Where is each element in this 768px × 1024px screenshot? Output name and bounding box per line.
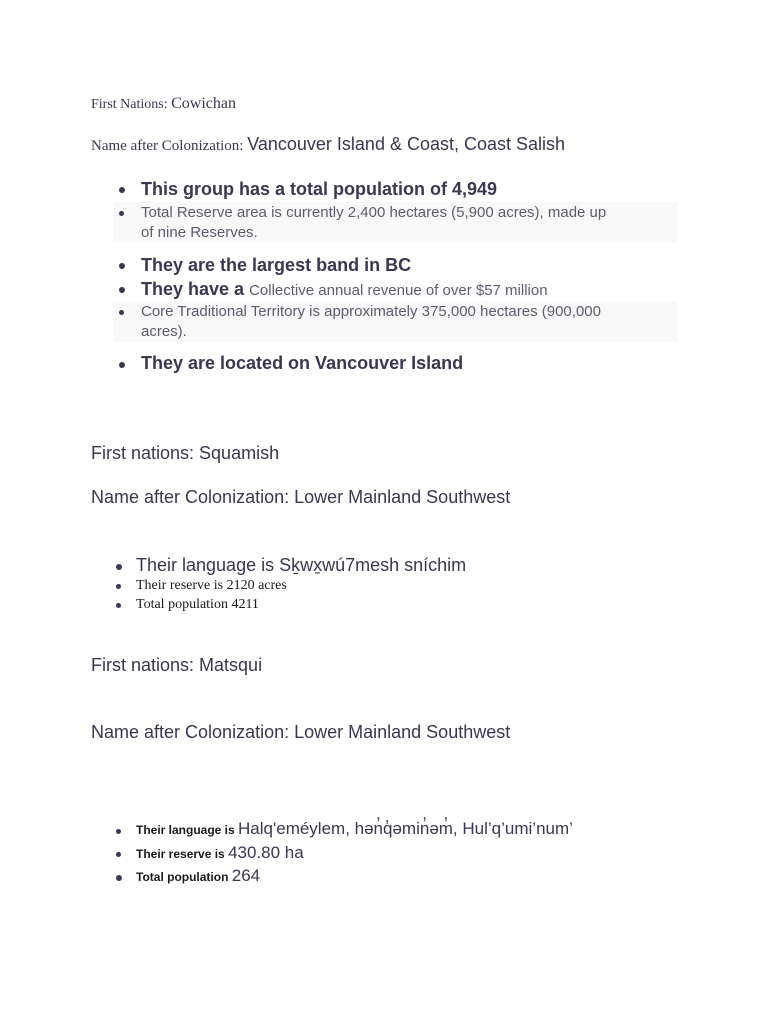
squamish-first-nations-line: First nations: Squamish (91, 443, 280, 463)
matsqui-bullet-reserve (136, 843, 304, 863)
name-after-label: Name after Colonization: (91, 138, 248, 154)
cowichan-bullet-population: This group has a total population of 4,949 (141, 179, 498, 199)
bullet-dot (119, 287, 125, 293)
matsqui-name-after-line: Name after Colonization: Lower Mainland Southwest (91, 722, 511, 742)
matsqui-bullet-population (136, 866, 260, 886)
cowichan-bullet-territory-line2: acres). (141, 323, 187, 340)
population-prefix: Total population (136, 870, 232, 884)
reserve-value: 430.80 ha (228, 843, 304, 862)
revenue-text: Collective annual revenue of over $57 million (249, 282, 548, 299)
matsqui-bullet-language (136, 819, 573, 839)
bullet-dot (116, 829, 121, 834)
bullet-dot (119, 211, 124, 216)
first-nations-value: Cowichan (171, 95, 236, 112)
bullet-dot (119, 310, 124, 315)
bullet-dot (116, 852, 121, 857)
cowichan-bullet-largest-band: They are the largest band in BC (141, 255, 412, 275)
bullet-dot (116, 584, 121, 589)
cowichan-name-after-line (91, 134, 565, 155)
revenue-prefix: They have a (141, 279, 250, 299)
bullet-dot (119, 362, 125, 368)
bullet-dot (119, 187, 125, 193)
matsqui-first-nations-line: First nations: Matsqui (91, 655, 263, 675)
cowichan-first-nations-line (91, 95, 236, 113)
name-after-value: Vancouver Island & Coast, Coast Salish (247, 134, 566, 154)
squamish-bullet-population: Total population 4211 (136, 597, 259, 612)
cowichan-bullet-reserve-line2: of nine Reserves. (141, 224, 258, 241)
first-nations-label: First Nations: (91, 97, 172, 112)
language-value: Halq'eméylem, hən̓q̓əmin̓əm̓, Hul’q’umi’num’ (238, 819, 573, 838)
squamish-bullet-reserve: Their reserve is 2120 acres (136, 578, 287, 593)
bullet-dot (116, 603, 121, 608)
bullet-dot (116, 564, 122, 570)
squamish-name-after-line: Name after Colonization: Lower Mainland Southwest (91, 487, 511, 507)
population-value: 264 (231, 866, 261, 885)
cowichan-bullet-location: They are located on Vancouver Island (141, 353, 464, 373)
bullet-dot (116, 875, 122, 881)
language-prefix: Their language is (136, 823, 239, 837)
cowichan-bullet-reserve-line1: Total Reserve area is currently 2,400 hectares (5,900 acres), made up (141, 204, 607, 221)
squamish-bullet-language: Their language is Sḵwx̱wú7mesh sníchim (136, 555, 467, 575)
cowichan-bullet-revenue (141, 279, 548, 300)
reserve-prefix: Their reserve is (136, 847, 229, 861)
cowichan-bullet-territory-line1: Core Traditional Territory is approximately 375,000 hectares (900,000 (141, 303, 601, 320)
bullet-dot (119, 263, 125, 269)
